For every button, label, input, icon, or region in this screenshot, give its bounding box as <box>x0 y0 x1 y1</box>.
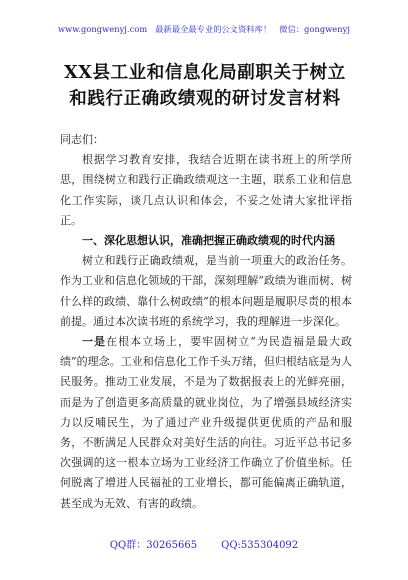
qq-group: QQ群：30265665 <box>109 540 198 551</box>
point-lead: 一是 <box>82 335 107 349</box>
section-heading: 一、深化思想认识，准确把握正确政绩观的时代内涵 <box>82 234 335 248</box>
salutation: 同志们： <box>60 133 104 146</box>
document-body <box>60 130 352 514</box>
page-footer <box>0 536 408 551</box>
section-paragraph: 树立和践行正确政绩观，是当前一项重大的政治任务。作为工业和信息化领域的干部，深刻理解“政绩为谁而树、树什么样的政绩、靠什么树政绩”的根本问题是履职尽责的根本前提。通过本次读书班的系统学习，我的理解进一步深化。 <box>60 254 352 328</box>
point-paragraph <box>60 332 352 514</box>
header-wechat: 微信：gongwenyj <box>279 24 350 34</box>
qq-contact: QQ:535304092 <box>221 540 299 551</box>
document-title: XX县工业和信息化局副职关于树立和践行正确政绩观的研讨发言材料 <box>64 63 346 109</box>
intro-paragraph: 根据学习教育安排，我结合近期在读书班上的所学所思，围绕树立和践行正确政绩观这一主题，联系工业和信息化工作实际，谈几点认识和体会，不妥之处请大家批评指正。 <box>60 153 352 227</box>
header-slogan: 最新最全最专业的公文资料库！ <box>155 24 272 34</box>
page-header <box>0 24 408 35</box>
point-text: 在根本立场上，要牢固树立“为民造福是最大政绩”的理念。工业和信息化工作千头万绪，但归根结底是为人民服务。推动工业发展，不是为了数据报表上的光鲜亮丽，而是为了创造更多高质量的就业岗位，为了增强县域经济实力以反哺民生，为了通过产业升级提供更优质的产品和服务，不断满足人民群众对美好生活的向往。习近平总书记多次强调的这一根本立场为工业经济工作确立了价值坐标。任何脱离了增进人民福祉的工业增长，都可能偏离正确轨道，甚至成为无效、有害的政绩。 <box>60 335 353 510</box>
site-link[interactable]: www.gongwenyj.com <box>58 24 148 34</box>
